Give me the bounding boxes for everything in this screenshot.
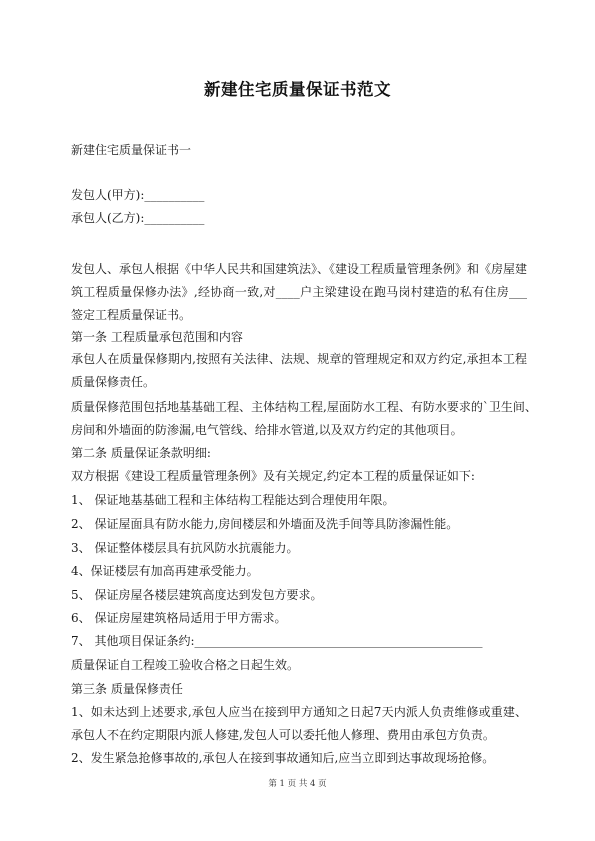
list-item: 2、 保证屋面具有防水能力,房间楼层和外墙面及洗手间等具防渗漏性能。 bbox=[71, 517, 459, 531]
list-item: 7、 其他项目保证条约:________________________________________________ bbox=[71, 634, 483, 648]
paragraph-line: 质量保修责任。 bbox=[71, 375, 156, 389]
section-heading: 第三条 质量保修责任 bbox=[71, 682, 183, 696]
section-heading: 第二条 质量保证条款明细: bbox=[71, 446, 211, 460]
paragraph-line: 发包人、承包人根据《中华人民共和国建筑法》、《建设工程质量管理条例》和《房屋建 bbox=[71, 262, 528, 276]
list-item: 6、 保证房屋建筑格局适用于甲方需求。 bbox=[71, 611, 287, 625]
page-number-footer: 第 1 页 共 4 页 bbox=[268, 779, 327, 789]
paragraph-line: 2、发生紧急抢修事故的,承包人在接到事故通知后,应当立即到达事故现场抢修。 bbox=[71, 751, 495, 765]
paragraph-line: 质量保证自工程竣工验收合格之日起生效。 bbox=[71, 658, 300, 672]
paragraph-line: 筑工程质量保修办法》,经协商一致,对____户主梁建设在跑马岗村建造的私有住房___ bbox=[71, 285, 527, 299]
list-item: 3、 保证整体楼层具有抗风防水抗震能力。 bbox=[71, 541, 299, 555]
list-item: 5、 保证房屋各楼层建筑高度达到发包方要求。 bbox=[71, 588, 323, 602]
section-heading: 第一条 工程质量承包范围和内容 bbox=[71, 330, 243, 344]
party-a-line: 发包人(甲方):__________ bbox=[71, 188, 205, 202]
list-item: 1、 保证地基基础工程和主体结构工程能达到合理使用年限。 bbox=[71, 493, 395, 507]
paragraph-line: 承包人在质量保修期内,按照有关法律、法规、规章的管理规定和双方约定,承担本工程 bbox=[71, 352, 527, 366]
paragraph-line: 质量保修范围包括地基基础工程、主体结构工程,屋面防水工程、有防水要求的`卫生间、 bbox=[71, 400, 537, 414]
paragraph-line: 承包人不在约定期限内派人修建,发包人可以委托他人修理、费用由承包方负责。 bbox=[71, 728, 495, 742]
paragraph-line: 签定工程质量保证书。 bbox=[71, 308, 192, 322]
party-b-line: 承包人(乙方):__________ bbox=[71, 211, 205, 225]
paragraph-line: 房间和外墙面的防渗漏,电气管线、给排水管道,以及双方约定的其他项目。 bbox=[71, 423, 463, 437]
subtitle-line: 新建住宅质量保证书一 bbox=[71, 143, 192, 157]
paragraph-line: 1、如未达到上述要求,承包人应当在接到甲方通知之日起7天内派人负责维修或重建、 bbox=[71, 705, 527, 719]
list-item: 4、保证楼层有加高再建承受能力。 bbox=[71, 564, 259, 578]
paragraph-line: 双方根据《建设工程质量管理条例》及有关规定,约定本工程的质量保证如下: bbox=[71, 469, 475, 483]
document-title: 新建住宅质量保证书范文 bbox=[204, 80, 391, 99]
